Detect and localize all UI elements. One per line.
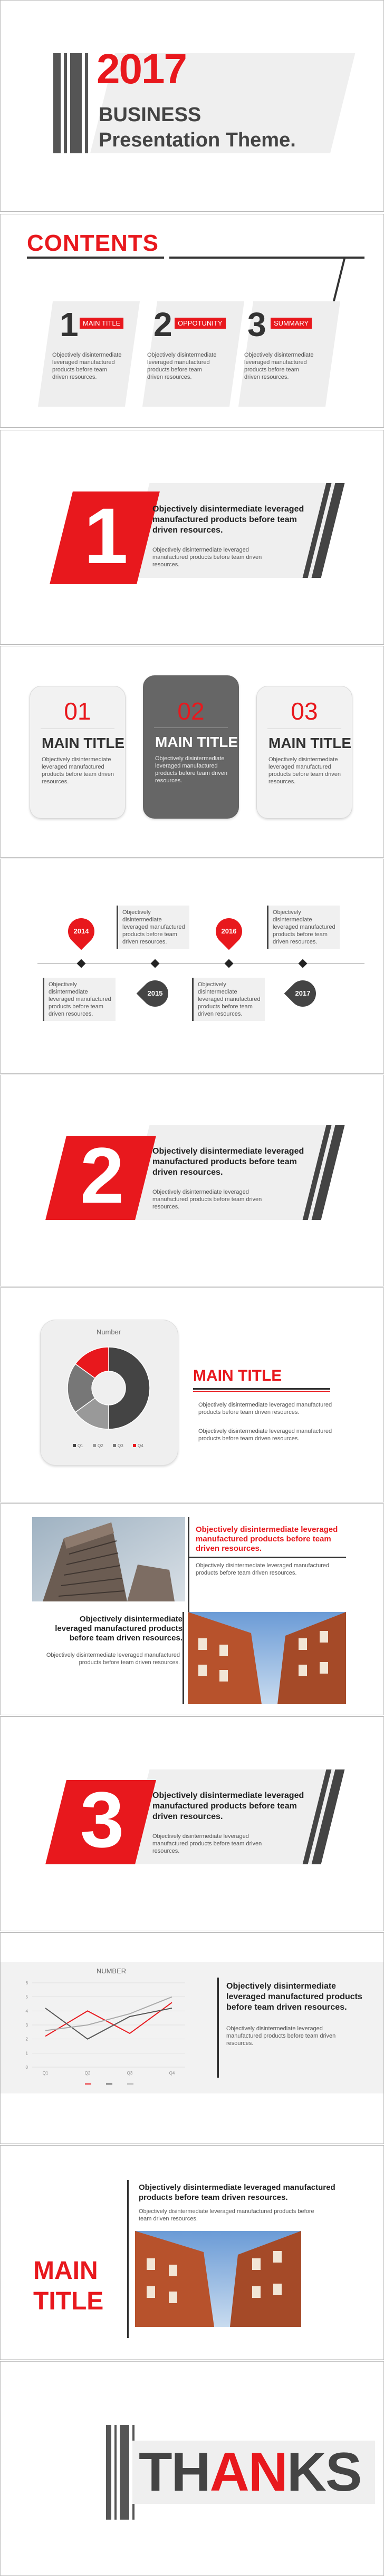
building-photo-3 (135, 2231, 301, 2327)
pie-legend-swatch (93, 1444, 96, 1447)
cards-slide (0, 646, 384, 858)
x-tick-label: Q3 (127, 2071, 133, 2076)
line-chart-slide: NUMBER 0 1 2 3 4 5 6 Q1 Q2 Q3 Q4 Objectively disintermediate leveraged manufactured products before team driven resources. Objectively disintermediate leveraged manufactured products before team driven resources. (0, 1932, 384, 2144)
section-2-slide: 2 Objectively disintermediate leveraged manufactured products before team driven resources. Objectively disintermediate leveraged manufactured products before team driven resources. (0, 1075, 384, 1286)
x-tick-label: Q1 (42, 2071, 49, 2076)
cover-slide (0, 0, 384, 212)
line-chart (11, 1962, 201, 2093)
pie-legend-label: Q3 (118, 1443, 123, 1448)
card-1[interactable]: 01 MAIN TITLE Objectively disintermediate leveraged manufactured products before team driven resources. (30, 686, 126, 819)
pie-legend-label: Q1 (78, 1443, 83, 1448)
contents-rule (27, 257, 164, 259)
y-tick-label: 0 (25, 2065, 28, 2070)
timeline-axis (37, 963, 364, 964)
section-1-slide: 1 Objectively disintermediate leveraged manufactured products before team driven resources. Objectively disintermediate leveraged manufactured products before team driven resources. (0, 430, 384, 645)
pie-slice-q1 (109, 1347, 150, 1429)
contents-title: CONTENTS (27, 230, 159, 256)
timeline-box-3: Objectively disintermediate leveraged manufactured products before team driven resources. (192, 978, 265, 1021)
line-series-3 (45, 1997, 172, 2031)
pie-legend-label: Q2 (98, 1443, 103, 1448)
section-3-slide: 3 Objectively disintermediate leveraged manufactured products before team driven resources. Objectively disintermediate leveraged manufactured products before team driven resources. (0, 1716, 384, 1931)
card-2[interactable]: 02 MAIN TITLE Objectively disintermediate leveraged manufactured products before team driven resources. (143, 675, 239, 819)
section-1-number: 1 (84, 491, 128, 580)
x-tick-label: Q2 (84, 2071, 91, 2076)
cover-year: 2017 (97, 45, 186, 92)
card-3[interactable]: 03 MAIN TITLE Objectively disintermediate leveraged manufactured products before team driven resources. (256, 686, 352, 819)
section-2-number: 2 (80, 1131, 124, 1220)
final-slide: Objectively disintermediate leveraged manufactured products before team driven resources. Objectively disintermediate leveraged manufactured products before team driven resources. MAIN TITLE (0, 2145, 384, 2360)
tag-summary: SUMMARY (271, 318, 312, 329)
y-tick-label: 4 (25, 2009, 28, 2014)
y-tick-label: 5 (25, 1994, 28, 2000)
y-tick-label: 2 (25, 2037, 28, 2042)
pie-legend-swatch (73, 1444, 76, 1447)
pie-slide: Number Q1 Q2 Q3 Q4 MAIN TITLE Objectively disintermediate leveraged manufactured products before team driven resources. Objectively disintermediate leveraged manufactured products before team driven resources. (0, 1287, 384, 1502)
timeline-pin-2017: 2017 (284, 975, 322, 1012)
timeline-box-1: Objectively disintermediate leveraged manufactured products before team driven resources. (43, 978, 116, 1021)
line-chart-title: NUMBER (96, 1967, 127, 1975)
pie-chart-title: Number (96, 1328, 121, 1336)
timeline-box-4: Objectively disintermediate leveraged manufactured products before team driven resources. (267, 906, 340, 949)
timeline-pin-2016: 2016 (210, 913, 248, 950)
contents-rule-2 (169, 257, 364, 259)
thanks-text: THANKS (139, 2442, 361, 2503)
thanks-slide (0, 2361, 384, 2576)
building-photo-1 (32, 1517, 185, 1601)
pie-legend-label: Q4 (138, 1443, 143, 1448)
cover-line1: BUSINESS (99, 104, 201, 126)
y-tick-label: 3 (25, 2023, 28, 2028)
contents-slide: CONTENTS 1 MAIN TITLE Objectively disintermediate leveraged manufactured products before team driven resources. 2 OPPOTUNITY Objectively disintermediate leveraged manufactured products before team driven resources. 3 SUMMARY Objectively disintermediate leveraged manufactured products before team driven resources. (0, 214, 384, 428)
final-title-line2: TITLE (33, 2287, 104, 2315)
final-title-line1: MAIN (33, 2257, 98, 2285)
timeline-slide (0, 859, 384, 1074)
y-tick-label: 6 (25, 1981, 28, 1985)
photo-slide: Objectively disintermediate leveraged manufactured products before team driven resources. Objectively disintermediate leveraged manufactured products before team driven resources. Objectively disintermediate leveraged manufactured products before team driven resources. Objectively disintermediate leveraged manufactured products before team driven resources. (0, 1503, 384, 1715)
timeline-box-2: Objectively disintermediate leveraged manufactured products before team driven resources. (117, 906, 189, 949)
building-photo-2 (188, 1612, 346, 1704)
pie-main-title: MAIN TITLE (193, 1367, 282, 1384)
tag-main-title: MAIN TITLE (80, 318, 123, 329)
timeline-pin-2015: 2015 (137, 975, 174, 1012)
pie-chart (40, 1320, 177, 1464)
x-tick-label: Q4 (169, 2071, 175, 2076)
cover-line2: Presentation Theme. (99, 129, 296, 151)
section-3-number: 3 (80, 1775, 124, 1864)
line-series-2 (45, 2008, 172, 2039)
pie-legend-swatch (133, 1444, 136, 1447)
timeline-pin-2014: 2014 (63, 913, 100, 950)
pie-legend-swatch (113, 1444, 116, 1447)
tag-oppotunity: OPPOTUNITY (175, 318, 226, 329)
y-tick-label: 1 (25, 2051, 28, 2056)
